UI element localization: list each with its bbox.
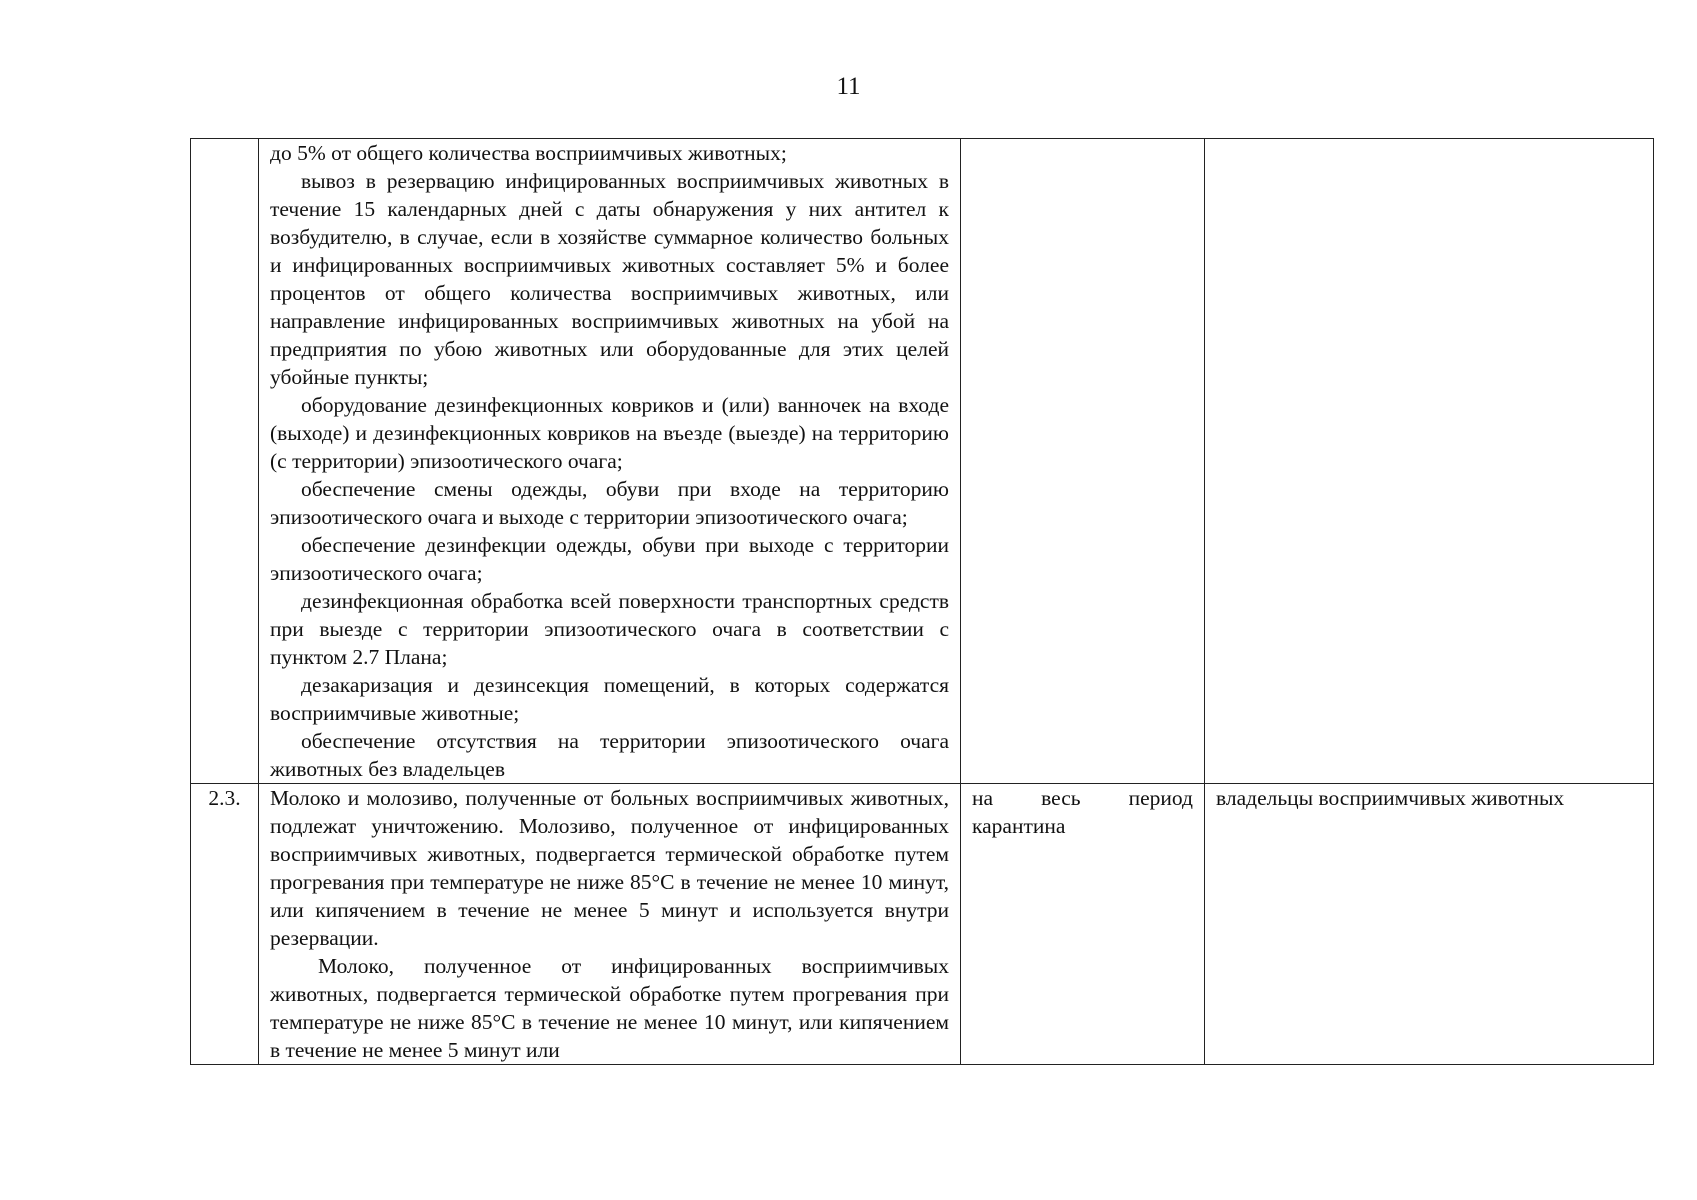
item-number-cell: 2.3. [191, 784, 259, 1065]
page-number: 11 [836, 73, 861, 100]
measure-cell [259, 139, 961, 784]
period-line: карантина [972, 814, 1066, 838]
period-cell [961, 784, 1205, 1065]
table-row [191, 139, 1654, 784]
period-text [972, 784, 1193, 840]
responsible-cell [1205, 139, 1654, 784]
measure-paragraph: дезакаризация и дезинсекция помещений, в которых содержатся восприимчивые животные; [270, 673, 949, 725]
period-cell [961, 139, 1205, 784]
measure-paragraph: обеспечение отсутствия на территории эпизоотического очага животных без владельцев [270, 729, 949, 781]
table-row [191, 784, 1654, 1065]
measure-paragraph: дезинфекционная обработка всей поверхности транспортных средств при выезде с территории эпизоотического очага в соответствии с пунктом 2.7 Плана; [270, 589, 949, 669]
responsible-cell: владельцы восприимчивых животных [1205, 784, 1654, 1065]
measure-paragraph: оборудование дезинфекционных ковриков и (или) ванночек на входе (выходе) и дезинфекционных ковриков на въезде (выезде) на территорию (с территории) эпизоотического очага; [270, 393, 949, 473]
measures-table [190, 138, 1654, 1065]
item-number-cell [191, 139, 259, 784]
measure-paragraph: вывоз в резервацию инфицированных восприимчивых животных в течение 15 календарных дней с даты обнаружения у них антител к возбудителю, в случае, если в хозяйстве суммарное количество больных и инфицированных восприимчивых животных составляет 5% и более процентов от общего количества восприимчивых животных, или направление инфицированных восприимчивых животных на убой на предприятия по убою животных или оборудованные для этих целей убойные пункты; [270, 169, 949, 389]
measure-paragraph: Молоко и молозиво, полученные от больных восприимчивых животных, подлежат уничтожению. Молозиво, полученное от инфицированных восприимчивых животных, подвергается термической обработке путем прогревания при температуре не ниже 85°С в течение не менее 10 минут, или кипячением в течение не менее 5 минут и используется внутри резервации. [270, 786, 949, 950]
period-line: на весь период [972, 786, 1193, 810]
measure-paragraph: обеспечение дезинфекции одежды, обуви при выходе с территории эпизоотического очага; [270, 533, 949, 585]
measure-paragraph: обеспечение смены одежды, обуви при входе на территорию эпизоотического очага и выходе с территории эпизоотического очага; [270, 477, 949, 529]
measure-paragraph: до 5% от общего количества восприимчивых животных; [270, 141, 787, 165]
measure-paragraph: Молоко, полученное от инфицированных восприимчивых животных, подвергается термической обработке путем прогревания при температуре не ниже 85°С в течение не менее 10 минут, или кипячением в течение не менее 5 минут или [270, 954, 949, 1062]
measure-cell [259, 784, 961, 1065]
